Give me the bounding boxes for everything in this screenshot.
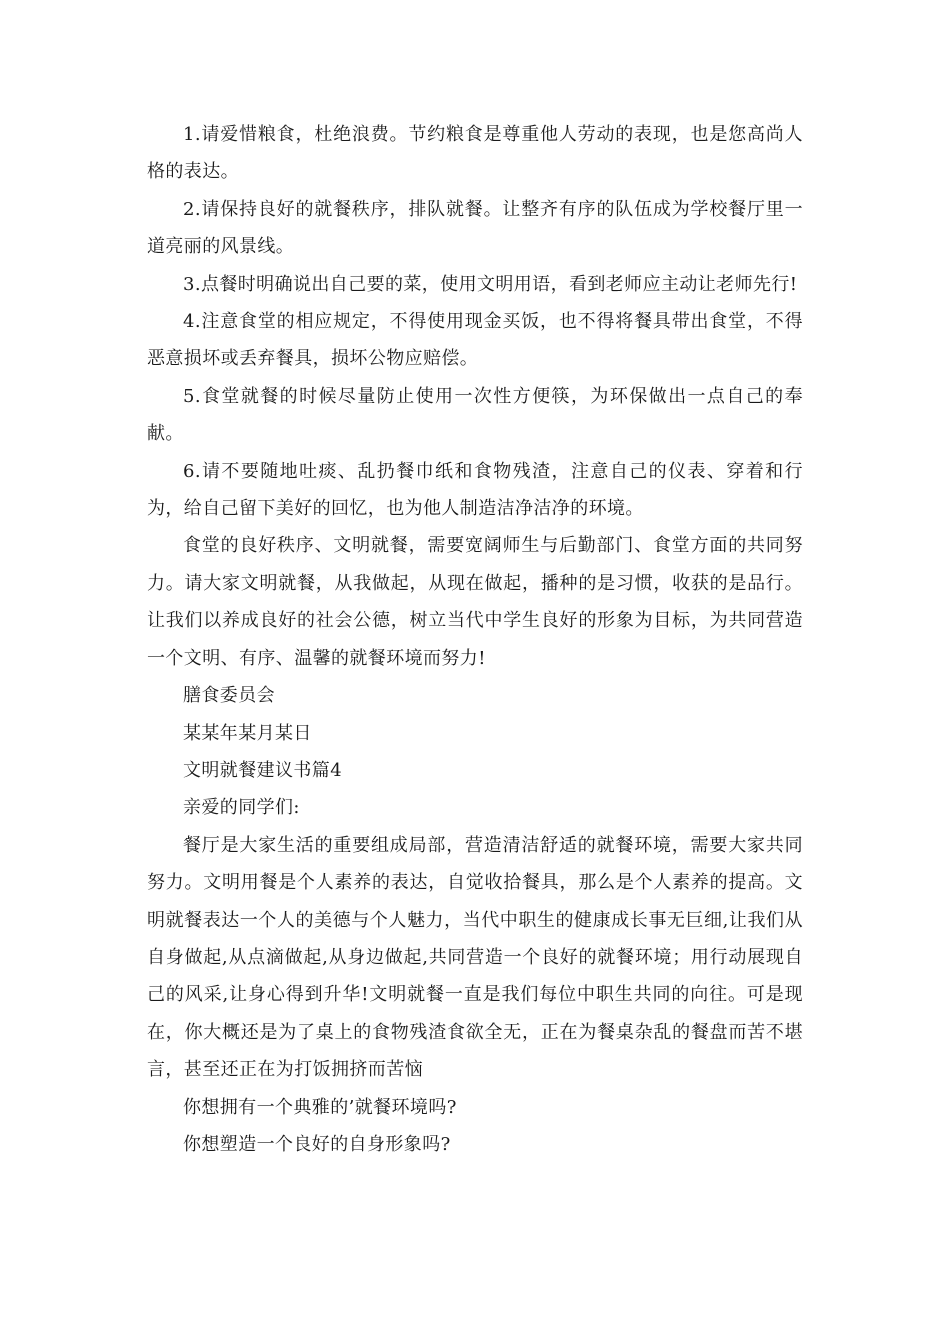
signature-date: 某某年某月某日 <box>183 722 312 744</box>
body-paragraph: 餐厅是大家生活的重要组成局部，营造清洁舒适的就餐环境，需要大家共同努力。文明用餐是个人素养的表达，自觉收拾餐具，那么是个人素养的提高。文明就餐表达一个人的美德与个人魅力，当代中职生的健康成长事无巨细,让我们从自身做起,从点滴做起,从身边做起,共同营造一个良好的就餐环境；用行动展现自己的风采,让身心得到升华!文明就餐一直是我们每位中职生共同的向往。可是现在，你大概还是为了桌上的食物残渣食欲全无，正在为餐桌杂乱的餐盘而苦不堪言，甚至还正在为打饭拥挤而苦恼 <box>147 834 803 1081</box>
rule-3-paragraph: 3.点餐时明确说出自己要的菜，使用文明用语，看到老师应主动让老师先行! <box>183 273 798 295</box>
document-body <box>147 116 803 1163</box>
question-1: 你想拥有一个典雅的’就餐环境吗? <box>183 1096 457 1118</box>
rule-6-paragraph: 6.请不要随地吐痰、乱扔餐巾纸和食物残渣，注意自己的仪表、穿着和行为，给自己留下美好的回忆，也为他人制造洁净洁净的环境。 <box>147 460 803 520</box>
rule-2-paragraph: 2.请保持良好的就餐秩序，排队就餐。让整齐有序的队伍成为学校餐厅里一道亮丽的风景线。 <box>147 198 803 258</box>
signature-committee: 膳食委员会 <box>183 685 275 707</box>
rule-1-paragraph: 1.请爱惜粮食，杜绝浪费。节约粮食是尊重他人劳动的表现，也是您高尚人格的表达。 <box>147 124 803 183</box>
section-heading: 文明就餐建议书篇4 <box>183 759 343 781</box>
closing-paragraph: 食堂的良好秩序、文明就餐，需要宽阔师生与后勤部门、食堂方面的共同努力。请大家文明就餐，从我做起，从现在做起，播种的是习惯，收获的是品行。让我们以养成良好的社会公德，树立当代中学生良好的形象为目标，为共同营造一个文明、有序、温馨的就餐环境而努力! <box>147 535 803 669</box>
rule-5-paragraph: 5.食堂就餐的时候尽量防止使用一次性方便筷，为环保做出一点自己的奉献。 <box>147 385 803 445</box>
question-2: 你想塑造一个良好的自身形象吗? <box>183 1133 451 1155</box>
salutation: 亲爱的同学们: <box>183 797 300 819</box>
rule-4-paragraph: 4.注意食堂的相应规定，不得使用现金买饭，也不得将餐具带出食堂，不得恶意损坏或丢弃餐具，损坏公物应赔偿。 <box>147 311 803 370</box>
